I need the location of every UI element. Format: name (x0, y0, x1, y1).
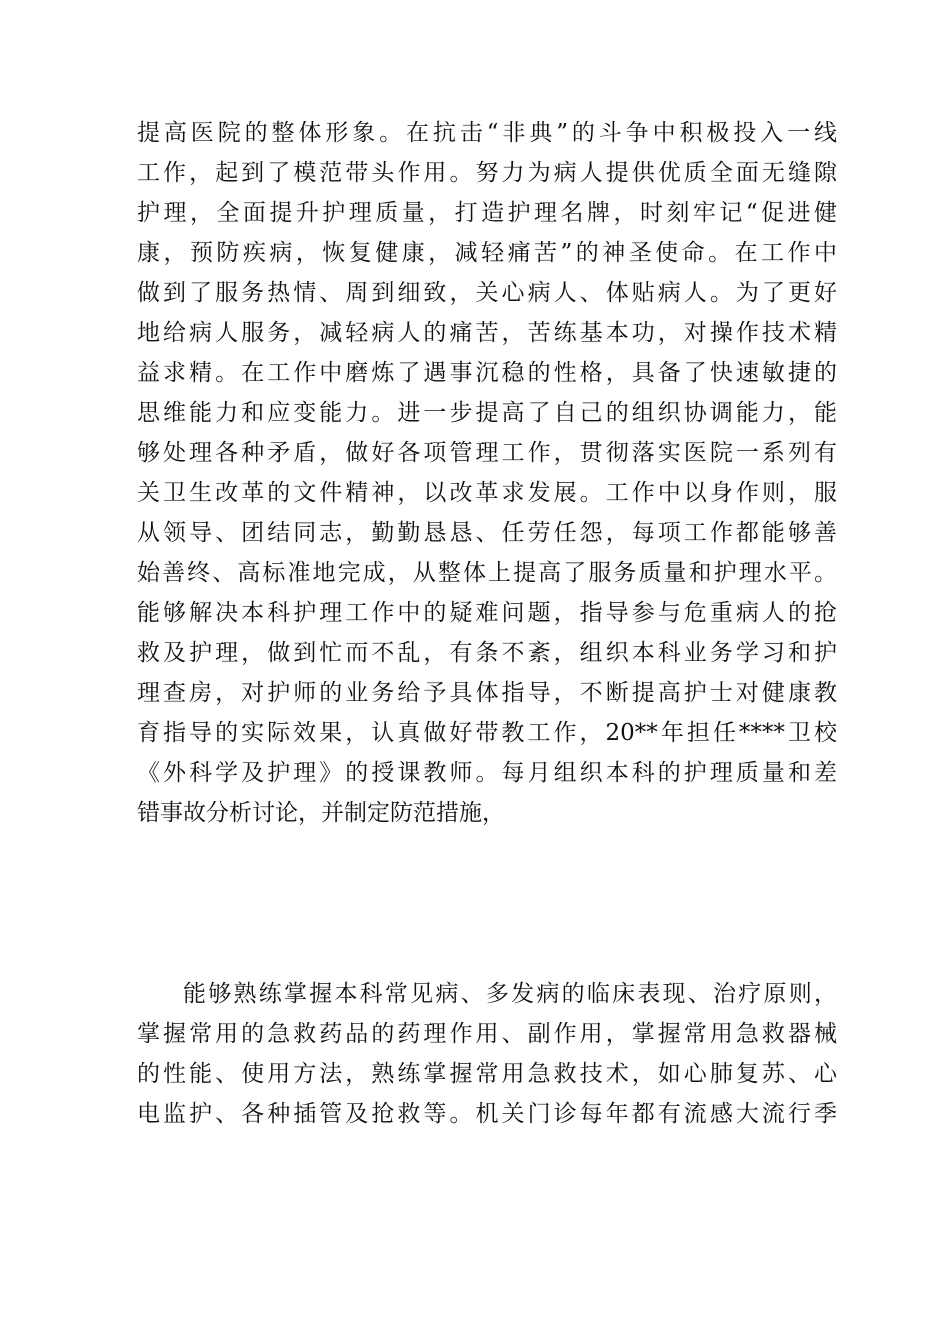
text-line: 康，预防疾病，恢复健康，减轻痛苦”的神圣使命。在工作中 (137, 240, 837, 266)
text-line: 电监护、各种插管及抢救等。机关门诊每年都有流感大流行季 (137, 1101, 837, 1127)
text-line: 能够熟练掌握本科常见病、多发病的临床表现、治疗原则， (183, 981, 837, 1007)
text-line: 理查房，对护师的业务给予具体指导，不断提高护士对健康教 (137, 680, 837, 706)
paragraph-1 (137, 113, 837, 833)
text-line: 《外科学及护理》的授课教师。每月组织本科的护理质量和差 (137, 760, 837, 786)
text-line: 关卫生改革的文件精神，以改革求发展。工作中以身作则，服 (137, 480, 837, 506)
text-line: 护理，全面提升护理质量，打造护理名牌，时刻牢记“促进健 (137, 200, 837, 226)
text-line: 益求精。在工作中磨炼了遇事沉稳的性格，具备了快速敏捷的 (137, 360, 837, 386)
text-line: 提高医院的整体形象。在抗击“非典”的斗争中积极投入一线 (137, 120, 837, 146)
text-line: 始善终、高标准地完成，从整体上提高了服务质量和护理水平。 (137, 560, 837, 586)
text-line: 思维能力和应变能力。进一步提高了自己的组织协调能力，能 (137, 400, 837, 426)
text-line: 做到了服务热情、周到细致，关心病人、体贴病人。为了更好 (137, 280, 837, 306)
text-line: 育指导的实际效果，认真做好带教工作，20**年担任****卫校 (137, 720, 837, 746)
text-line: 的性能、使用方法，熟练掌握常用急救技术，如心肺复苏、心 (137, 1061, 837, 1087)
text-line: 救及护理，做到忙而不乱，有条不紊，组织本科业务学习和护 (137, 640, 837, 666)
text-line: 工作，起到了模范带头作用。努力为病人提供优质全面无缝隙 (137, 160, 837, 186)
text-line: 地给病人服务，减轻病人的痛苦，苦练基本功，对操作技术精 (137, 320, 837, 346)
text-line: 能够解决本科护理工作中的疑难问题，指导参与危重病人的抢 (137, 600, 837, 626)
paragraph-2 (137, 974, 837, 1134)
text-line: 错事故分析讨论，并制定防范措施， (137, 800, 505, 826)
text-line: 掌握常用的急救药品的药理作用、副作用，掌握常用急救器械 (137, 1021, 837, 1047)
text-line: 从领导、团结同志，勤勤恳恳、任劳任怨，每项工作都能够善 (137, 520, 837, 546)
text-line: 够处理各种矛盾，做好各项管理工作，贯彻落实医院一系列有 (137, 440, 837, 466)
